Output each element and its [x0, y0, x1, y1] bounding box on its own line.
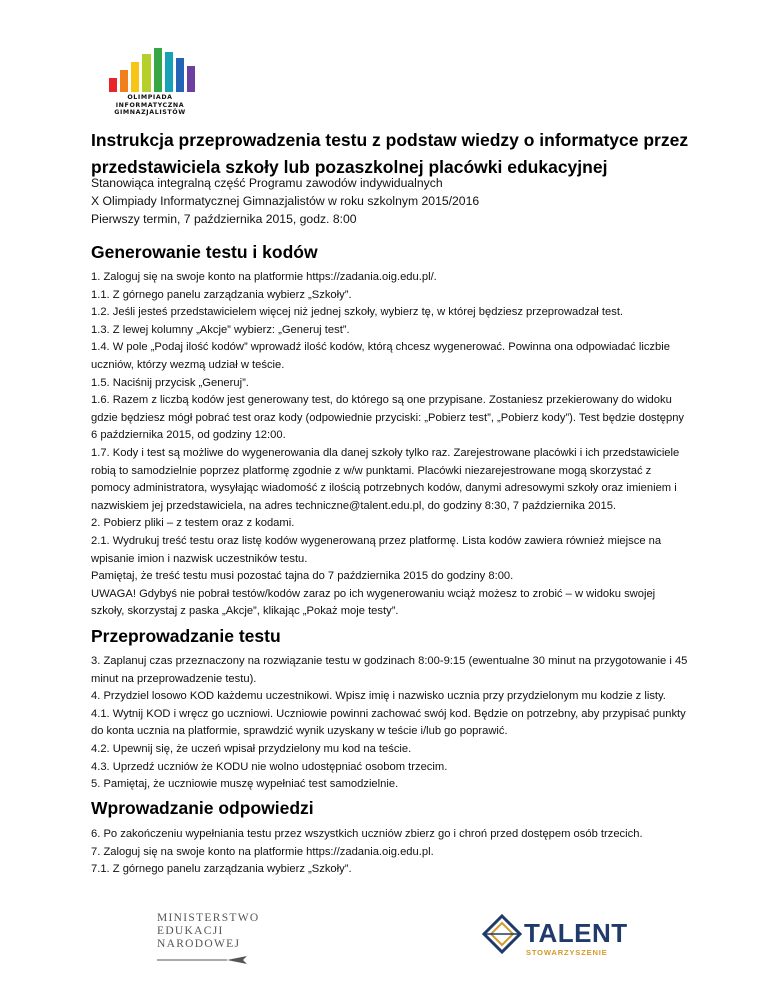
logo-bar	[109, 78, 117, 92]
subtitle-line: X Olimpiady Informatycznej Gimnazjalistów w roku szkolnym 2015/2016	[91, 194, 480, 208]
document-title: Instrukcja przeprowadzenia testu z podstaw wiedzy o informatyce przez przedstawiciela szkoły lub pozaszkolnej placówki edukacyjnej	[91, 130, 689, 177]
section-body-generowanie	[91, 269, 691, 621]
instruction-line: UWAGA! Gdybyś nie pobrał testów/kodów zaraz po ich wygenerowaniu wciąż możesz to zrobić – w widoku swojej szkoły, skorzystaj z paska „Akcje”, klikając „Pokaż moje testy”.	[91, 587, 656, 618]
instruction-line: 3. Zaplanuj czas przeznaczony na rozwiązanie testu w godzinach 8:00-9:15 (ewentualne 30 minut na przygotowanie i 45 minut na przeprowadzenie testu).	[91, 655, 688, 685]
section-body-przeprowadzanie	[91, 653, 691, 794]
instruction-line: 2.1. Wydrukuj treść testu oraz listę kodów wygenerowaną przez platformę. Lista kodów zawiera również miejsce na wpisanie imion i nazwisk uczestników testu.	[91, 534, 662, 565]
instruction-line: 4.1. Wytnij KOD i wręcz go uczniowi. Uczniowie powinni zachować swój kod. Będzie on potrzebny, aby przypisać punkty do konta ucznia na platformie, sprawdzić wynik uzyskany w teście i/lub go poprawić.	[91, 707, 686, 738]
men-text-line: NARODOWEJ	[157, 938, 241, 950]
instruction-line: 7. Zaloguj się na swoje konto na platformie https://zadania.oig.edu.pl.	[91, 845, 434, 858]
instruction-line: 1.5. Naciśnij przycisk „Generuj”.	[91, 376, 249, 389]
section-heading-generowanie: Generowanie testu i kodów	[91, 242, 318, 262]
logo-text-line: INFORMATYCZNA	[115, 101, 185, 109]
instruction-line: 1.1. Z górnego panelu zarządzania wybierz „Szkoły”.	[91, 288, 352, 301]
document-subtitle	[91, 174, 691, 228]
instruction-line: Pamiętaj, że treść testu musi pozostać tajna do 7 października 2015 do godziny 8:00.	[91, 570, 514, 583]
talent-wordmark: TALENT	[524, 918, 628, 948]
instruction-line: 4.3. Uprzedź uczniów że KODU nie wolno udostępniać osobom trzecim.	[91, 760, 448, 773]
instruction-line: 2. Pobierz pliki – z testem oraz z kodami.	[91, 517, 295, 530]
logo-bars	[109, 42, 195, 92]
logo-bar	[176, 58, 184, 92]
instruction-line: 4.2. Upewnij się, że uczeń wpisał przydzielony mu kod na teście.	[91, 742, 412, 755]
talent-subtitle: STOWARZYSZENIE	[526, 948, 608, 957]
instruction-line: 1.6. Razem z liczbą kodów jest generowany test, do którego są one przypisane. Zostaniesz przekierowany do widoku gdzie będziesz mógł pobrać test oraz kody (odpowiednie przyciski: „Pobierz test”, „Pobierz kody”). Test będzie dostępny 6 października 2015, od godziny 12:00.	[91, 394, 685, 442]
logo-text-line: GIMNAZJALISTÓW	[114, 109, 186, 116]
logo-text	[105, 94, 195, 117]
men-logo	[157, 912, 267, 992]
logo-bar	[142, 54, 150, 92]
instruction-line: 5. Pamiętaj, że uczniowie muszę wypełniać test samodzielnie.	[91, 778, 399, 791]
logo-bar	[154, 48, 162, 92]
subtitle-line: Pierwszy termin, 7 października 2015, godz. 8:00	[91, 212, 357, 226]
instruction-line: 4. Przydziel losowo KOD każdemu uczestnikowi. Wpisz imię i nazwisko ucznia przy przydzielonym mu kodzie z listy.	[91, 690, 666, 703]
instruction-line: 1.7. Kody i test są możliwe do wygenerowania dla danej szkoły tylko raz. Zarejestrowane placówki i ich przedstawiciele robią to samodzielnie poprzez platformę zgodnie z w/w punktami. Placówki niezarejestrowane mogą skorzystać z pomocy administratora, wysyłając wiadomość z ilością potrzebnych kodów, danymi adresowymi szkoły oraz imieniem i nazwiskiem jej przedstawiciela, na adres techniczne@talent.edu.pl, do godziny 8:30, 7 października 2015.	[91, 446, 680, 512]
logo-text-line: OLIMPIADA	[127, 94, 173, 101]
logo-bar	[131, 62, 139, 92]
men-logo-text	[157, 912, 267, 951]
men-text-line: EDUKACJI	[157, 925, 224, 937]
section-body-wprowadzanie	[91, 826, 691, 879]
instruction-line: 1.3. Z lewej kolumny „Akcje” wybierz: „Generuj test”.	[91, 323, 350, 336]
instruction-line: 7.1. Z górnego panelu zarządzania wybierz „Szkoły”.	[91, 863, 352, 876]
instruction-line: 1.4. W pole „Podaj ilość kodów” wprowadź ilość kodów, którą chcesz wygenerować. Powinna ona odpowiadać liczbie uczniów, którzy wezmą udział w teście.	[91, 341, 670, 371]
logo-bar	[165, 52, 173, 92]
feather-icon	[157, 955, 253, 965]
section-heading-przeprowadzanie: Przeprowadzanie testu	[91, 626, 281, 646]
talent-diamond-icon	[482, 914, 522, 954]
instruction-line: 1. Zaloguj się na swoje konto na platformie https://zadania.oig.edu.pl/.	[91, 271, 437, 283]
instruction-line: 1.2. Jeśli jesteś przedstawicielem więcej niż jednej szkoły, wybierz tę, w której będziesz przeprowadzał test.	[91, 306, 624, 319]
men-text-line: MINISTERSTWO	[157, 912, 260, 924]
logo-bar	[187, 66, 195, 92]
section-heading-wprowadzanie: Wprowadzanie odpowiedzi	[91, 798, 314, 818]
subtitle-line: Stanowiąca integralną część Programu zawodów indywidualnych	[91, 176, 443, 190]
talent-logo	[482, 912, 632, 962]
olimpiada-logo	[105, 42, 195, 120]
logo-bar	[120, 70, 128, 92]
instruction-line: 6. Po zakończeniu wypełniania testu przez wszystkich uczniów zbierz go i chroń przed dostępem osób trzecich.	[91, 828, 643, 840]
